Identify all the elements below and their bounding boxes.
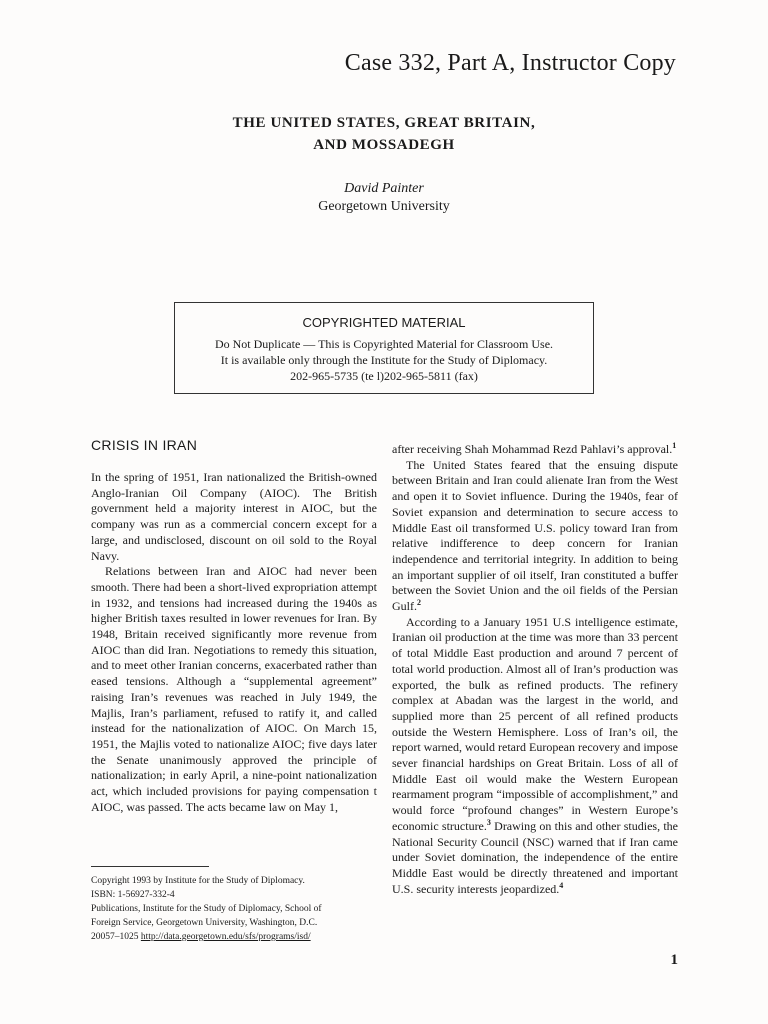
copyright-line-1: Do Not Duplicate — This is Copyrighted Material for Classroom Use. [214,337,554,351]
footnote-line-3: Publications, Institute for the Study of Diplomacy, School of [91,904,322,914]
right-paragraph-3-text-a: According to a January 1951 U.S intelligence estimate, Iranian oil production at the time was more than 33 percent of total Middle East production and around 7 percent of total world production. Almost all of Iran’s production was exported, the bulk as refined products. The refinery complex at Abadan was the largest in the world, and supplied more than 25 percent of all refined products outside the Western Hemisphere. Loss of Iran’s oil, the report warned, would retard European recovery and impose sever financial hardships on Great Britain. Loss of all of Middle East oil would make the Western European rearmament program “impossible of accomplishment,” and would force “profound changes” in Western Europe’s economic structure. [392,614,678,833]
case-header: Case 332, Part A, Instructor Copy [344,50,676,76]
right-paragraph-1 [392,442,678,458]
copyright-line-2: It is available only through the Institute for the Study of Diplomacy. [220,353,548,367]
right-paragraph-2 [392,458,678,615]
footnote-zip: 20057–1025 [91,932,141,942]
right-paragraph-2-text: The United States feared that the ensuing dispute between Britain and Iran could alienate Iran from the West and open it to Soviet influence. During the 1940s, fear of Soviet expansion and determination to secure access to Middle East oil transformed U.S. policy toward Iran from relative indifference to deep concern for Iranian independence and territorial integrity. In addition to being an important supplier of oil itself, Iran constituted a buffer between the Soviet Union and the oil fields of the Persian Gulf. [392,457,678,614]
endnote-ref-3: 3 [486,817,491,827]
footnote-line-1: Copyright 1993 by Institute for the Study of Diplomacy. [91,876,305,886]
right-paragraph-1-text: after receiving Shah Mohammad Rezd Pahlavi’s approval. [392,442,673,456]
left-text-column [91,470,377,815]
copyright-heading: COPYRIGHTED MATERIAL [302,315,466,330]
isd-website-link[interactable]: http://data.georgetown.edu/sfs/programs/isd/ [140,932,311,942]
right-paragraph-3-text-b: Drawing on this and other studies, the National Security Council (NSC) warned that if Iran came under Soviet domination, the independence of the entire Middle East would be directly threatened and important U.S. security interests jeopardized. [392,818,678,896]
footnote-divider [91,866,209,867]
page-number: 1 [670,952,678,968]
copyright-line-3: 202-965-5735 (te l)202-965-5811 (fax) [290,369,478,383]
right-text-column [392,442,678,897]
author-name: David Painter [344,181,424,196]
author-affiliation: Georgetown University [318,199,450,214]
endnote-ref-1: 1 [672,441,677,450]
footnote-line-4: Foreign Service, Georgetown University, Washington, D.C. [91,918,318,928]
footnote-line-5 [91,930,377,944]
endnote-ref-2: 2 [417,598,421,608]
copyright-notice-box [174,302,594,394]
endnote-ref-4: 4 [559,880,564,890]
right-paragraph-3 [392,615,678,898]
title-line-2: AND MOSSADEGH [313,137,455,153]
left-paragraph-1: In the spring of 1951, Iran nationalized the British-owned Anglo-Iranian Oil Company (AIOC). The British government held a majority interest in AIOC, but the company was run as a commercial concern except for a large, and undisclosed, discount on oil sold to the Royal Navy. [91,470,377,563]
title-line-1: THE UNITED STATES, GREAT BRITAIN, [232,115,536,131]
section-heading: CRISIS IN IRAN [91,437,198,453]
footnotes [91,874,377,944]
footnote-line-2: ISBN: 1-56927-332-4 [91,890,175,900]
left-paragraph-2: Relations between Iran and AIOC had never been smooth. There had been a short-lived expropriation attempt in 1932, and tensions had increased during the 1940s as higher British taxes resulted in lower revenues for Iran. By 1948, Britain received significantly more revenue from AIOC than did Iran. Negotiations to remedy this situation, and to meet other Iranian concerns, exacerbated rather than eased tensions. Although a “supplemental agreement” raising Iran’s revenues was reached in July 1949, the Majlis, Iran’s parliament, refused to ratify it, and called instead for the nationalization of AIOC. On March 15, 1951, the Majlis voted to nationalize AIOC; five days later the Senate unanimously approved the principle of nationalization; in early April, a nine-point nationalization act, which included provisions for paying compensation t AIOC, was passed. The acts became law on May 1, [91,564,377,814]
